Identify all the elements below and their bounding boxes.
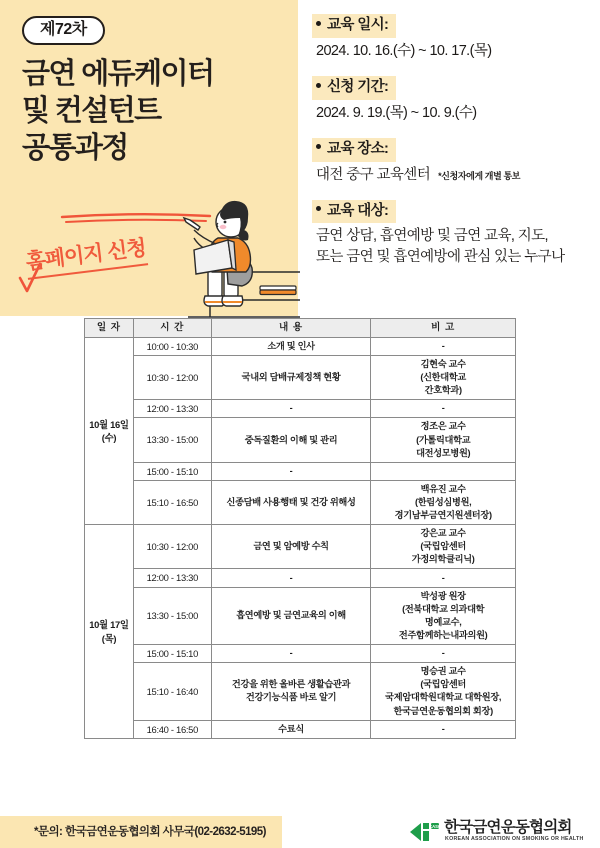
person-with-laptop-illustration [172, 196, 300, 318]
info-list [312, 14, 594, 282]
table-row [85, 418, 516, 462]
table-cell-time: 13:30 - 15:00 [133, 418, 211, 462]
table-cell-note: - [371, 569, 516, 587]
table-cell-date [85, 337, 134, 525]
audience-line-1: 금연 상담, 흡연예방 및 금연 교육, 지도, [316, 228, 548, 245]
table-row [85, 525, 516, 569]
kash-logo-mark-icon [408, 820, 442, 844]
homepage-apply-label: 홈페이지 신청 [25, 236, 148, 279]
date-text: 10월 16일 [89, 418, 129, 430]
info-item-application-period [312, 76, 594, 124]
table-cell-time: 10:30 - 12:00 [133, 525, 211, 569]
table-row [85, 355, 516, 399]
page-title [22, 56, 294, 167]
kash-mark-text: KASH [429, 823, 441, 829]
weekday-text: (목) [101, 632, 117, 644]
organization-logo [408, 820, 594, 846]
audience-line-2: 또는 금연 및 흡연예방에 관심 있는 누구나 [316, 249, 565, 266]
table-row [85, 481, 516, 525]
table-cell-time: 15:10 - 16:40 [133, 663, 211, 720]
table-row [85, 337, 516, 355]
table-cell-topic: - [211, 644, 371, 662]
contact-text: *문의: 한국금연운동협의회 사무국(02-2632-5195) [34, 826, 266, 838]
bullet-dot-icon [316, 83, 321, 88]
table-cell-topic: 국내외 담배규제정책 현황 [211, 355, 371, 399]
table-cell-time: 12:00 - 13:30 [133, 400, 211, 418]
location-text: 대전 중구 교육센터 [316, 166, 431, 183]
info-label-application-period: 신청 기간: [312, 76, 396, 100]
table-cell-topic: - [211, 462, 371, 480]
table-cell-time: 15:00 - 15:10 [133, 644, 211, 662]
table-row [85, 462, 516, 480]
info-item-location [312, 138, 594, 186]
info-label-location: 교육 장소: [312, 138, 396, 162]
table-row [85, 400, 516, 418]
title-line-3: 공통과정 [22, 132, 128, 165]
table-row [85, 569, 516, 587]
table-cell-time: 10:00 - 10:30 [133, 337, 211, 355]
table-cell-topic: - [211, 569, 371, 587]
table-row [85, 644, 516, 662]
title-line-1: 금연 에듀케이터 [22, 58, 214, 90]
bullet-dot-icon [316, 21, 321, 26]
table-cell-note: - [371, 400, 516, 418]
date-text: 10월 17일 [89, 619, 129, 631]
table-cell-topic: 중독질환의 이해 및 관리 [211, 418, 371, 462]
table-cell-note: 강은교 교수 (국립암센터 가정의학클리닉) [371, 525, 516, 569]
info-value-application-period: 2024. 9. 19.(목) ~ 10. 9.(수) [316, 104, 477, 121]
logo-english-name: KOREAN ASSOCIATION ON SMOKING OR HEALTH [445, 836, 584, 842]
table-cell-topic: 소개 및 인사 [211, 337, 371, 355]
table-cell-time: 15:00 - 15:10 [133, 462, 211, 480]
column-header-topic: 내 용 [211, 319, 371, 338]
info-item-schedule [312, 14, 594, 62]
location-note: *신청자에게 개별 통보 [438, 170, 521, 181]
table-cell-time: 15:10 - 16:50 [133, 481, 211, 525]
table-row [85, 720, 516, 738]
info-label-schedule: 교육 일시: [312, 14, 396, 38]
table-cell-note: - [371, 720, 516, 738]
table-cell-topic: 신종담배 사용행태 및 건강 위해성 [211, 481, 371, 525]
table-cell-topic: 건강을 위한 올바른 생활습관과 건강기능식품 바로 알기 [211, 663, 371, 720]
info-value-audience [306, 226, 592, 268]
table-cell-date [85, 525, 134, 739]
table-row [85, 663, 516, 720]
table-row [85, 587, 516, 644]
table-cell-note [371, 462, 516, 480]
logo-korean-name: 한국금연운동협의회 [444, 819, 572, 836]
bullet-dot-icon [316, 144, 321, 149]
weekday-text: (수) [101, 431, 117, 443]
table-cell-note: 백유진 교수 (한림성심병원, 경기남부금연지원센터장) [371, 481, 516, 525]
schedule-table [84, 318, 516, 739]
table-cell-note: - [371, 337, 516, 355]
schedule-table-body [85, 337, 516, 738]
table-cell-note: 정조은 교수 (가톨릭대학교 대전성모병원) [371, 418, 516, 462]
info-label-audience: 교육 대상: [312, 200, 396, 224]
bullet-dot-icon [316, 206, 321, 211]
table-cell-time: 12:00 - 13:30 [133, 569, 211, 587]
table-cell-note: 명승권 교수 (국립암센터 국제암대학원대학교 대학원장, 한국금연운동협의회 회장) [371, 663, 516, 720]
table-cell-topic: 수료식 [211, 720, 371, 738]
table-cell-time: 13:30 - 15:00 [133, 587, 211, 644]
table-cell-time: 10:30 - 12:00 [133, 355, 211, 399]
table-cell-note: 박성광 원장 (전북대학교 의과대학 명예교수, 전주함께하는내과의원) [371, 587, 516, 644]
table-cell-topic: 금연 및 암예방 수칙 [211, 525, 371, 569]
info-value-schedule: 2024. 10. 16.(수) ~ 10. 17.(목) [316, 42, 492, 59]
info-value-location [312, 165, 594, 186]
table-header-row [85, 319, 516, 338]
column-header-date: 일 자 [85, 319, 134, 338]
column-header-time: 시 간 [133, 319, 211, 338]
column-header-note: 비 고 [371, 319, 516, 338]
table-cell-time: 16:40 - 16:50 [133, 720, 211, 738]
table-cell-note: - [371, 644, 516, 662]
edition-badge: 제72차 [22, 16, 105, 45]
books-icon [260, 286, 296, 295]
table-cell-topic: 흡연예방 및 금연교육의 이해 [211, 587, 371, 644]
table-cell-topic: - [211, 400, 371, 418]
info-item-audience [312, 200, 594, 269]
table-cell-note: 김현숙 교수 (신한대학교 간호학과) [371, 355, 516, 399]
title-line-2: 및 컨설턴트 [22, 95, 161, 128]
